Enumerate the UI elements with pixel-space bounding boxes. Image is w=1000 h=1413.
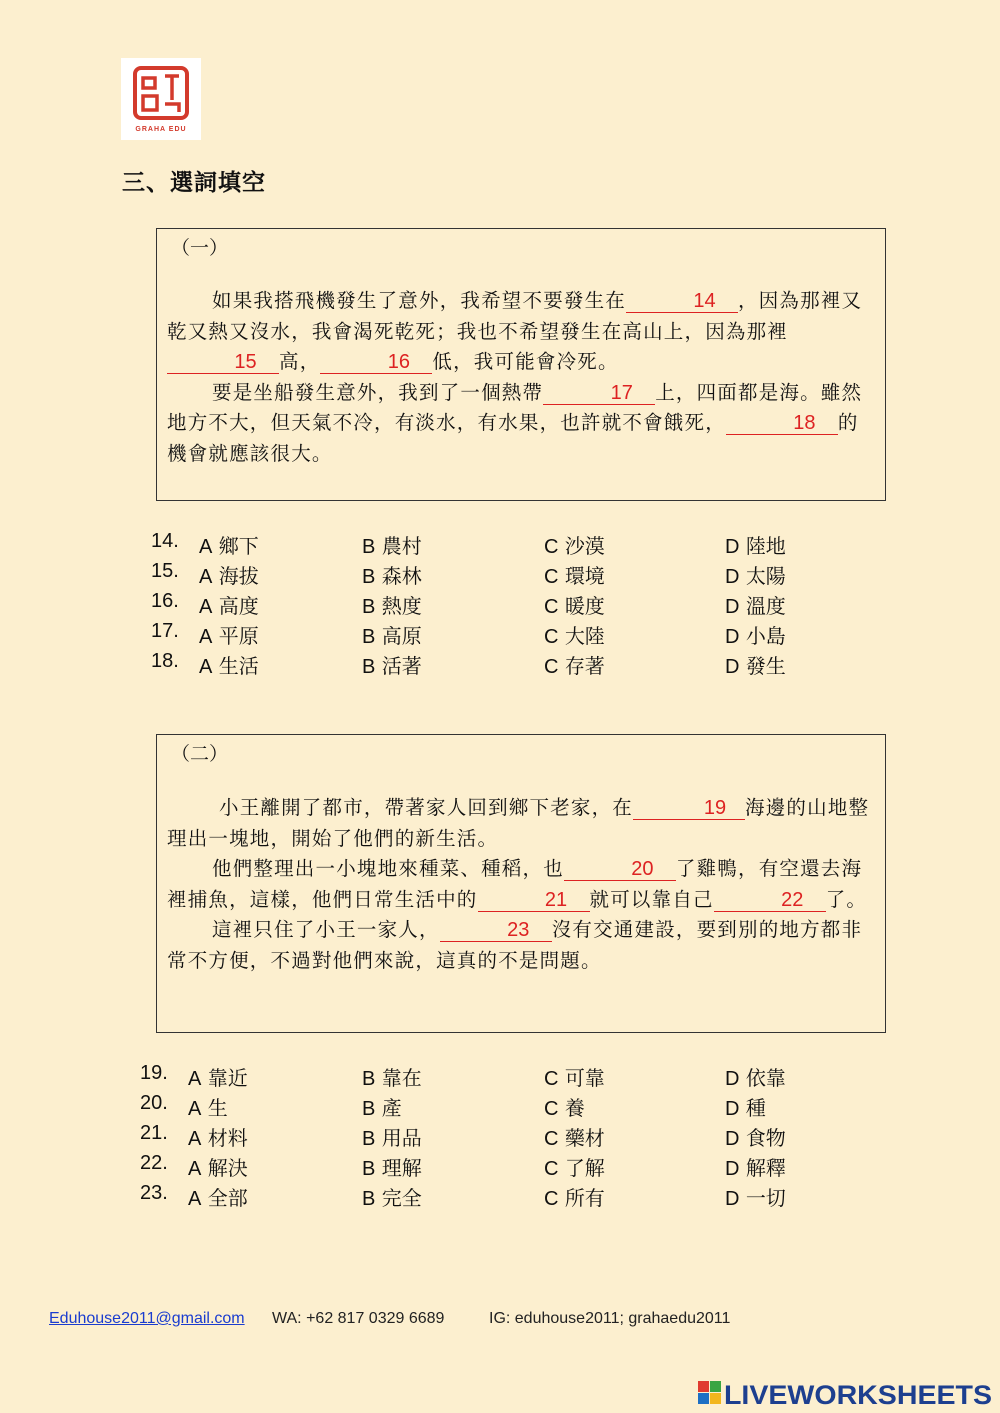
option-b[interactable]: B 高原 <box>362 624 422 648</box>
option-c[interactable]: C 暖度 <box>544 594 605 618</box>
option-d[interactable]: D 陸地 <box>725 534 786 558</box>
option-d[interactable]: D 食物 <box>725 1126 786 1150</box>
question-number: 15. <box>151 560 179 582</box>
question-row-20 <box>0 1092 1000 1122</box>
option-d[interactable]: D 一切 <box>725 1186 786 1210</box>
question-row-17 <box>0 620 1000 650</box>
question-row-22 <box>0 1152 1000 1182</box>
option-c[interactable]: C 可靠 <box>544 1066 605 1090</box>
option-a[interactable]: A 全部 <box>188 1186 248 1210</box>
question-number: 22. <box>140 1152 168 1174</box>
option-b[interactable]: B 活著 <box>362 654 422 678</box>
email-link[interactable]: Eduhouse2011@gmail.com <box>49 1310 245 1327</box>
passage-text: 高， <box>279 350 321 373</box>
passage-box-1 <box>156 228 886 501</box>
passage-text-2 <box>167 793 871 976</box>
question-number: 17. <box>151 620 179 642</box>
question-row-16 <box>0 590 1000 620</box>
option-a[interactable]: A 生 <box>188 1096 228 1120</box>
question-number: 16. <box>151 590 179 612</box>
question-number: 23. <box>140 1182 168 1204</box>
question-number: 20. <box>140 1092 168 1114</box>
liveworksheets-text: LIVEWORKSHEETS <box>724 1380 992 1408</box>
passage-text: ，因為那裡又乾又熱又沒水，我會渴死乾死；我也不希望發生在高山上，因為那裡 <box>167 289 863 343</box>
passage-text: 他們整理出一小塊地來種菜、種稻，也 <box>212 857 564 880</box>
question-row-19 <box>0 1062 1000 1092</box>
option-b[interactable]: B 森林 <box>362 564 422 588</box>
answer-blank-21[interactable]: 21 <box>478 889 590 912</box>
answer-blank-15[interactable]: 15 <box>167 351 279 374</box>
question-number: 19. <box>140 1062 168 1084</box>
question-row-21 <box>0 1122 1000 1152</box>
passage-text: 如果我搭飛機發生了意外，我希望不要發生在 <box>212 289 627 312</box>
instagram-text: IG: eduhouse2011; grahaedu2011 <box>489 1310 731 1327</box>
question-number: 14. <box>151 530 179 552</box>
answer-blank-16[interactable]: 16 <box>320 351 432 374</box>
option-a[interactable]: A 生活 <box>199 654 259 678</box>
option-b[interactable]: B 熱度 <box>362 594 422 618</box>
option-d[interactable]: D 太陽 <box>725 564 786 588</box>
option-c[interactable]: C 所有 <box>544 1186 605 1210</box>
option-b[interactable]: B 靠在 <box>362 1066 422 1090</box>
option-c[interactable]: C 藥材 <box>544 1126 605 1150</box>
answer-blank-17[interactable]: 17 <box>543 382 655 405</box>
option-a[interactable]: A 平原 <box>199 624 259 648</box>
option-c[interactable]: C 了解 <box>544 1156 605 1180</box>
option-d[interactable]: D 溫度 <box>725 594 786 618</box>
passage-text-1 <box>167 286 871 469</box>
passage-text: 要是坐船發生意外，我到了一個熱帶 <box>212 380 544 404</box>
answer-blank-22[interactable]: 22 <box>714 889 826 912</box>
option-d[interactable]: D 小島 <box>725 624 786 648</box>
answer-blank-14[interactable]: 14 <box>626 290 738 313</box>
option-c[interactable]: C 大陸 <box>544 624 605 648</box>
option-a[interactable]: A 材料 <box>188 1126 248 1150</box>
option-d[interactable]: D 依靠 <box>725 1066 786 1090</box>
option-c[interactable]: C 環境 <box>544 564 605 588</box>
passage-text: 了。 <box>825 887 868 911</box>
section-title: 三、選詞填空 <box>122 169 266 196</box>
option-a[interactable]: A 海拔 <box>199 564 259 588</box>
option-c[interactable]: C 存著 <box>544 654 605 678</box>
liveworksheets-brand[interactable] <box>697 1378 993 1408</box>
whatsapp-text: WA: +62 817 0329 6689 <box>272 1310 445 1327</box>
answer-blank-20[interactable]: 20 <box>564 858 676 881</box>
passage-text: 海邊的山地整理出一塊地，開始了他們的新生活。 <box>167 796 870 850</box>
passage-text: 低，我可能會冷死。 <box>432 350 619 373</box>
question-row-18 <box>0 650 1000 680</box>
option-b[interactable]: B 農村 <box>362 534 422 558</box>
question-number: 18. <box>151 650 179 672</box>
option-a[interactable]: A 解決 <box>188 1156 248 1180</box>
option-b[interactable]: B 完全 <box>362 1186 422 1210</box>
option-d[interactable]: D 解釋 <box>725 1156 786 1180</box>
passage-text: 就可以靠自己 <box>589 887 714 911</box>
question-row-14 <box>0 530 1000 560</box>
answer-blank-19[interactable]: 19 <box>633 797 745 820</box>
question-row-23 <box>0 1182 1000 1212</box>
graha-edu-logo <box>121 58 201 140</box>
passage-title-1: （一） <box>171 237 229 259</box>
passage-title-2: （二） <box>171 743 229 765</box>
option-b[interactable]: B 用品 <box>362 1126 422 1150</box>
passage-text: 了雞鴨，有空還去海裡捕魚，這樣，他們日常生活中的 <box>167 857 863 911</box>
passage-text: 小王離開了都市，帶著家人回到鄉下老家，在 <box>219 796 634 819</box>
answer-blank-23[interactable]: 23 <box>440 919 552 942</box>
option-c[interactable]: C 養 <box>544 1096 585 1120</box>
passage-text: 上，四面都是海。雖然地方不大，但天氣不冷，有淡水，有水果，也許就不會餓死， <box>167 380 863 434</box>
question-row-15 <box>0 560 1000 590</box>
passage-text: 這裡只住了小王一家人， <box>212 918 440 941</box>
option-a[interactable]: A 鄉下 <box>199 534 259 558</box>
option-a[interactable]: A 靠近 <box>188 1066 248 1090</box>
liveworksheets-logo-icon <box>698 1381 721 1404</box>
option-b[interactable]: B 理解 <box>362 1156 422 1180</box>
logo-label: GRAHA EDU <box>135 126 187 133</box>
passage-text: 的機會就應該很大。 <box>167 411 859 465</box>
question-number: 21. <box>140 1122 168 1144</box>
option-c[interactable]: C 沙漠 <box>544 534 605 558</box>
answer-blank-18[interactable]: 18 <box>726 412 838 435</box>
passage-text: 沒有交通建設，要到別的地方都非常不方便，不過對他們來說，這真的不是問題。 <box>167 918 863 972</box>
option-b[interactable]: B 產 <box>362 1096 402 1120</box>
option-a[interactable]: A 高度 <box>199 594 259 618</box>
passage-box-2 <box>156 734 886 1033</box>
option-d[interactable]: D 種 <box>725 1096 766 1120</box>
option-d[interactable]: D 發生 <box>725 654 786 678</box>
